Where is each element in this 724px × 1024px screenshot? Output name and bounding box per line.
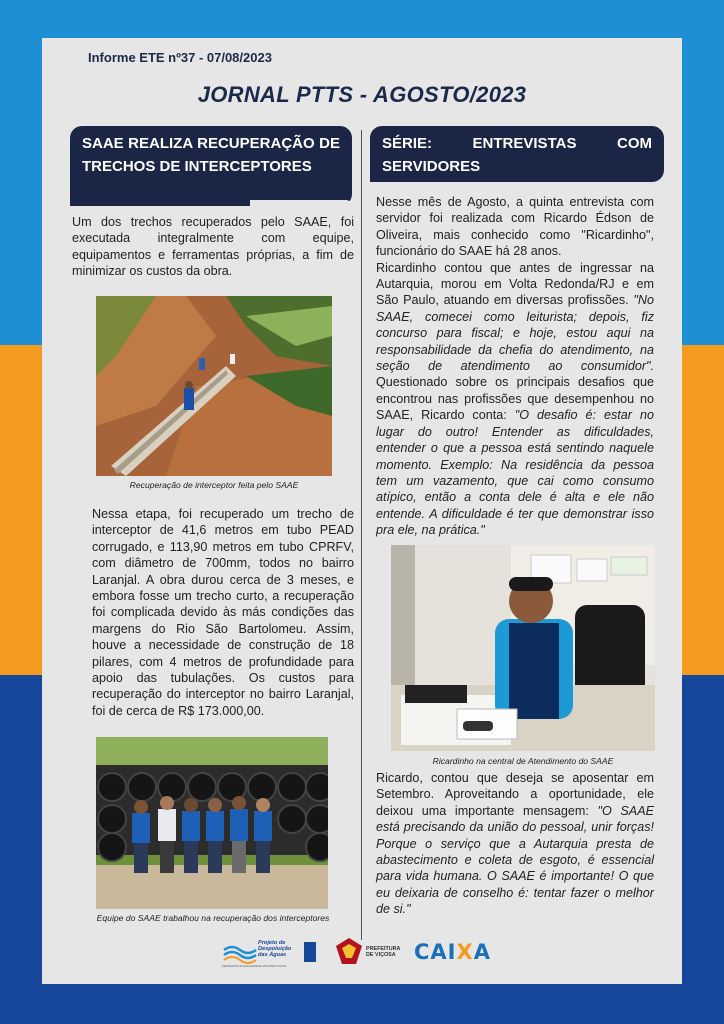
column-divider — [361, 130, 362, 940]
interceptor-recovery-illustration — [96, 296, 332, 476]
partner-logos — [222, 934, 522, 970]
vicosa-logo-text: PREFEITURA DE VIÇOSA — [366, 946, 401, 958]
ricardinho-illustration — [391, 545, 655, 751]
interview-text — [376, 194, 654, 539]
newsletter-sheet — [42, 38, 682, 984]
ptts-logo — [222, 938, 318, 966]
issue-label: Informe ETE nº37 - 07/08/2023 — [88, 50, 272, 65]
prefeitura-vicosa-logo — [334, 936, 404, 966]
interview-closing — [376, 770, 654, 918]
right-article-heading: SÉRIE: ENTREVISTAS COM SERVIDORES — [370, 126, 664, 182]
interview-paragraph-4: Ricardo, contou que deseja se aposentar em Setembro. Aproveitando a oportunidade, ele deixou uma importante mensagem: — [376, 771, 654, 818]
saae-team-photo — [96, 737, 328, 909]
journal-title: JORNAL PTTS - AGOSTO/2023 — [197, 82, 527, 107]
caixa-logo — [414, 940, 491, 964]
ptts-logo-tagline: SEM ESGOTO É QUALIDADE DE VIDA PARA VIÇOSA — [222, 965, 287, 968]
caixa-logo-main: CAI — [414, 940, 457, 964]
interview-paragraph-3: Questionado sobre os principais desafios que encontrou nas profissões que desempenhou no SAAE, Ricardo conta: — [376, 375, 654, 423]
photo2-caption: Equipe do SAAE trabalhou na recuperação dos interceptores — [96, 913, 330, 923]
photo1-caption: Recuperação de interceptor feita pelo SAAE — [129, 480, 299, 490]
interview-quote-1: "No SAAE, comecei como leiturista; depois, fiz concurso para fiscal; e hoje, estou aqui na responsabilidade da chefia do atendimento, na seção de atendimento ao consumidor". — [376, 293, 654, 374]
left-article-intro: Um dos trechos recuperados pelo SAAE, foi executada integralmente com equipe, equipamentos e ferramentas próprias, a fim de minimizar os custos da obra. — [72, 215, 354, 279]
interview-paragraph-1: Nesse mês de Agosto, a quinta entrevista com servidor foi realizada com Ricardo Édson de Oliveira, mais conhecido como "Ricardinho", funcionário do SAAE há 28 anos. — [376, 195, 654, 259]
caixa-logo-x: X — [456, 940, 474, 964]
photo3-caption: Ricardinho na central de Atendimento do SAAE — [432, 756, 614, 766]
interview-quote-3: "O SAAE está precisando da união do pessoal, unir forças! Porque o serviço que a Autarquia presta de abastecimento e coleta de esgoto, é essencial para vida humana. O SAAE é importante! O que eu deixaria de conselho é: tentar fazer o melhor de si." — [376, 803, 654, 917]
left-article-body: Nessa etapa, foi recuperado um trecho de interceptor de 41,6 metros em tubo PEAD corrugado, e 113,90 metros em tubo CPRFV, com diâmetro de 700mm, todos no bairro Laranjal. A obra durou cerca de 3 meses, e embora fosse um trecho curto, a recuperação foi complicada devido às más condições das margens do Rio São Bartolomeu. Assim, houve a necessidade de construção de 18 pilares, com 4 metros de profundidade para apoio das tubulações. Os custos para recuperação do interceptor no bairro Laranjal, foi de cerca de R$ 173.000,00. — [92, 507, 354, 718]
saae-team-illustration — [96, 737, 328, 909]
ptts-logo-text: Projeto de Despoluição das Águas — [258, 940, 292, 959]
left-article-heading: SAAE REALIZA RECUPERAÇÃO DE TRECHOS DE INTERCEPTORES — [70, 126, 352, 206]
interview-paragraph-2: Ricardinho contou que antes de ingressar na Autarquia, morou em Volta Redonda/RJ e em São Paulo, atuando em diversas profissões. — [376, 260, 654, 308]
interceptor-recovery-photo — [96, 296, 332, 476]
ricardinho-photo — [391, 545, 655, 751]
vicosa-crest-icon — [334, 936, 364, 966]
caixa-logo-end: A — [473, 940, 491, 964]
interview-quote-2: "O desafio é: estar no lugar do outro! Entender as dificuldades, entender o que a pessoa está sentindo naquele momento. Exemplo: Na residência da pessoa tem um vazamento, que cai como consumo atípico, então a conta dele é alta e ele não entende. A dificuldade é ter que demonstrar isso pra ele, na prática." — [376, 408, 654, 538]
